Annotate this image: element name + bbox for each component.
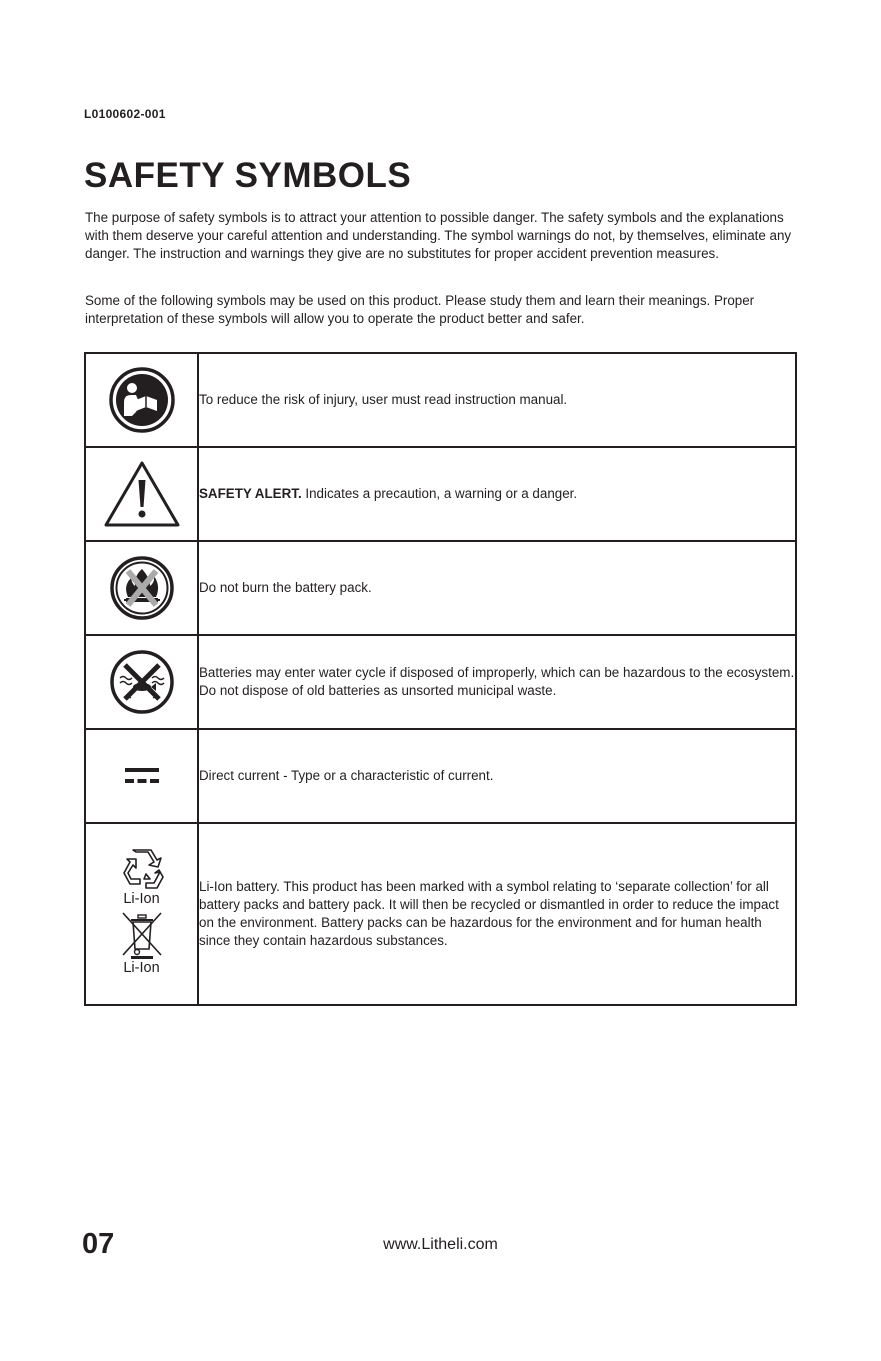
direct-current-icon (123, 765, 161, 787)
symbol-icon-cell (85, 541, 198, 635)
symbol-description: Batteries may enter water cycle if disposed of improperly, which can be hazardous to the ecosystem. Do not dispose of old batteries as unsorted municipal waste. (198, 635, 796, 729)
intro-paragraph-2: Some of the following symbols may be used on this product. Please study them and learn their meanings. Proper interpretation of these symbols will allow you to operate the product better and safer. (85, 293, 755, 326)
safety-symbols-table (84, 352, 797, 1006)
read-manual-icon (108, 366, 176, 434)
safety-alert-lead: SAFETY ALERT. (199, 486, 302, 501)
symbol-description: Direct current - Type or a characteristic of current. (198, 729, 796, 823)
symbol-description: Li-Ion battery. This product has been marked with a symbol relating to ‘separate collection’ for all battery packs and battery pack. It will then be recycled or dismantled in order to reduce the impact on the environment. Battery packs can be hazardous for the environment and for human health since they contain hazardous substances. (198, 823, 796, 1005)
symbol-row-no-fire (85, 541, 796, 635)
recycle-icon (120, 848, 164, 890)
li-ion-label: Li-Ion (123, 891, 160, 907)
symbol-description: To reduce the risk of injury, user must read instruction manual. (198, 353, 796, 447)
symbol-description: Do not burn the battery pack. (198, 541, 796, 635)
symbol-row-direct-current (85, 729, 796, 823)
symbol-row-no-water-disposal (85, 635, 796, 729)
symbol-row-safety-alert (85, 447, 796, 541)
safety-alert-text: Indicates a precaution, a warning or a danger. (301, 486, 578, 501)
symbol-icon-cell (85, 729, 198, 823)
symbol-row-li-ion-battery (85, 823, 796, 1005)
footer-url: www.Litheli.com (383, 1236, 498, 1253)
no-water-disposal-icon (108, 648, 176, 716)
crossed-bin-icon (120, 911, 164, 959)
li-ion-label: Li-Ion (123, 960, 160, 976)
document-code: L0100602-001 (84, 107, 166, 121)
symbol-icon-cell (85, 635, 198, 729)
page-title: SAFETY SYMBOLS (84, 156, 412, 195)
symbol-row-read-manual (85, 353, 796, 447)
symbol-description (198, 447, 796, 541)
symbol-icon-cell (85, 447, 198, 541)
no-fire-icon (108, 554, 176, 622)
symbol-icon-cell (85, 353, 198, 447)
symbol-icon-cell (85, 823, 198, 1005)
safety-alert-icon (103, 460, 181, 528)
intro-paragraph-1: The purpose of safety symbols is to attract your attention to possible danger. The safety symbols and the explanations with them deserve your careful attention and understanding. The symbol warnings do not, by themselves, eliminate any danger. The instruction and warnings they give are no substitutes for proper accident prevention measures. (85, 210, 792, 261)
page-number: 07 (82, 1228, 115, 1260)
